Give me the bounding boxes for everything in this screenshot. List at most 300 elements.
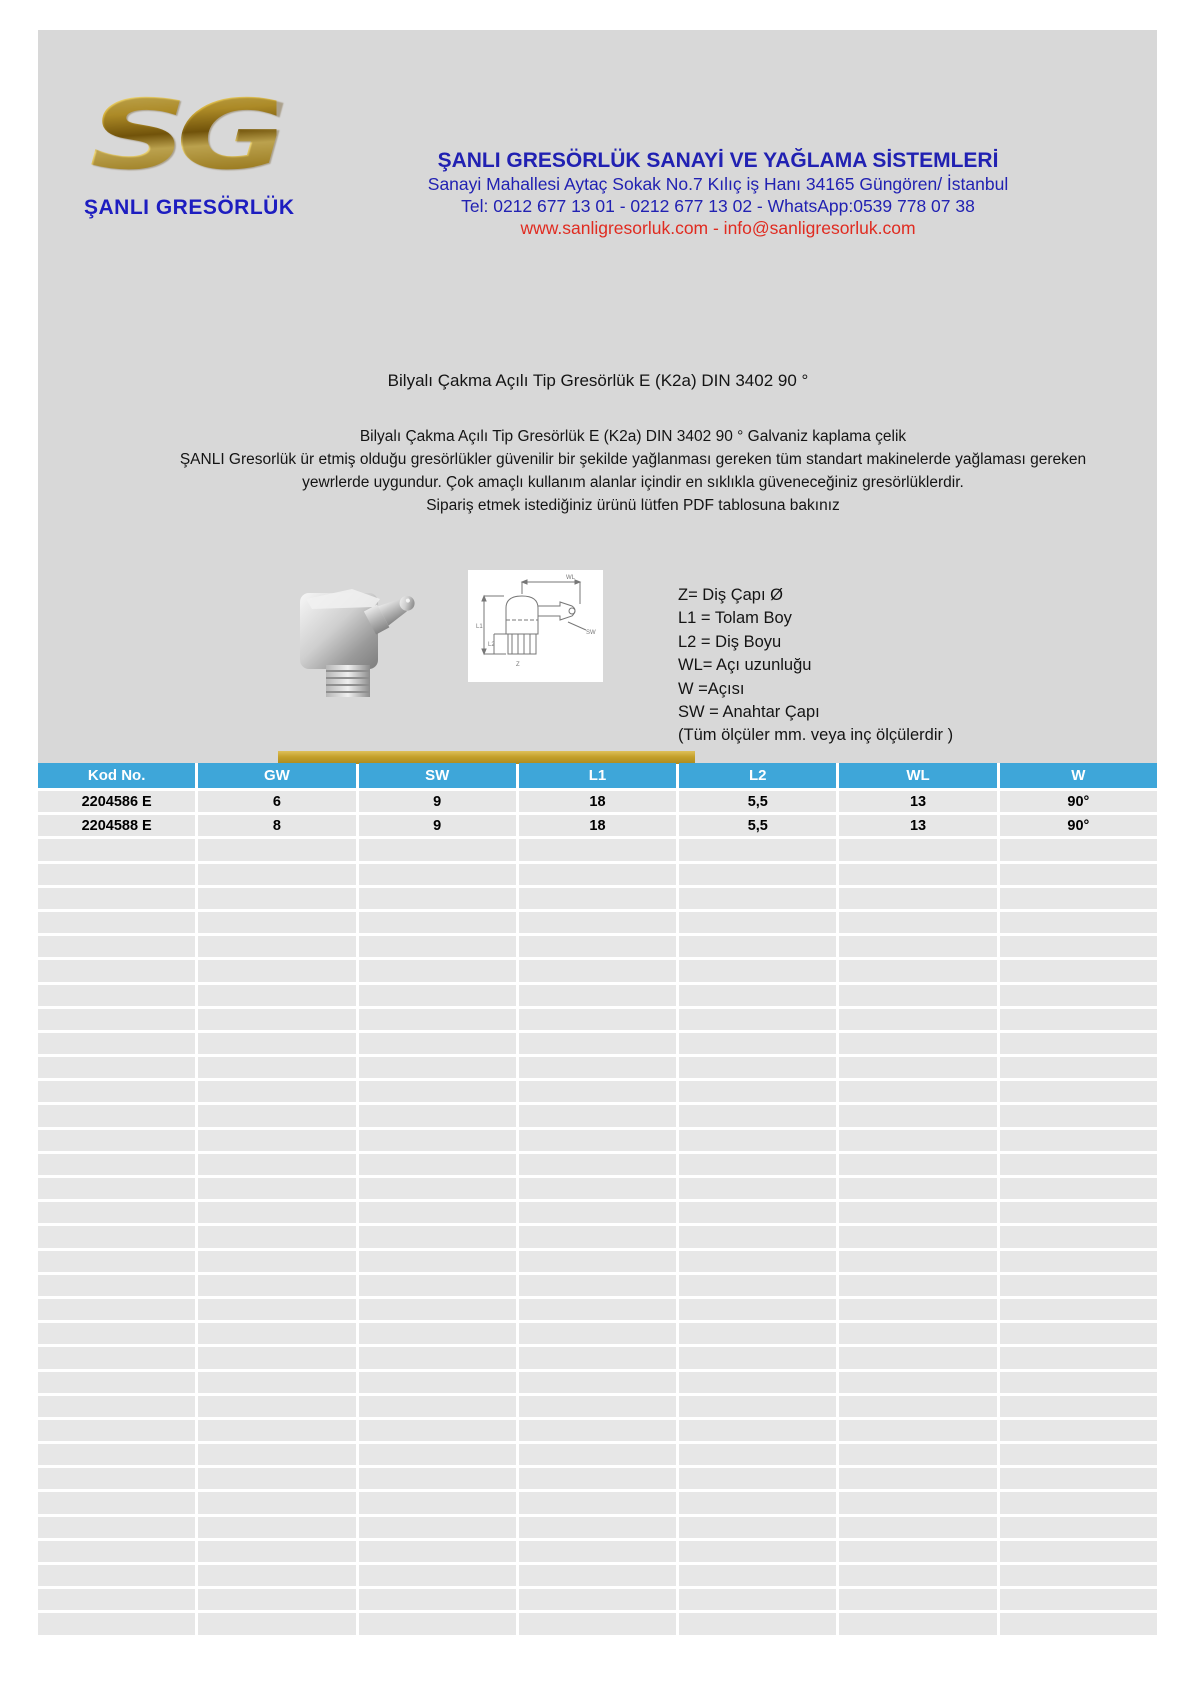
spec-table-rows: [38, 791, 1157, 1635]
empty-table-cell: [38, 839, 195, 860]
empty-table-row: [38, 1347, 1157, 1368]
empty-table-cell: [679, 1541, 836, 1562]
empty-table-cell: [1000, 1275, 1157, 1296]
empty-table-row: [38, 1130, 1157, 1151]
empty-table-cell: [38, 1154, 195, 1175]
empty-table-cell: [1000, 1251, 1157, 1272]
empty-table-row: [38, 1154, 1157, 1175]
empty-table-cell: [519, 1589, 676, 1610]
empty-table-cell: [198, 1202, 355, 1223]
empty-table-cell: [519, 864, 676, 885]
empty-table-cell: [679, 1517, 836, 1538]
empty-table-cell: [359, 1420, 516, 1441]
logo-company-name: ŞANLI GRESÖRLÜK: [84, 195, 295, 219]
svg-text:WL: WL: [566, 575, 575, 581]
content-area: [38, 30, 1157, 763]
empty-table-cell: [519, 1541, 676, 1562]
empty-table-cell: [839, 888, 996, 909]
empty-table-cell: [679, 1033, 836, 1054]
empty-table-cell: [38, 1492, 195, 1513]
empty-table-cell: [839, 1202, 996, 1223]
empty-table-cell: [839, 1081, 996, 1102]
empty-table-cell: [679, 1251, 836, 1272]
company-website-email-link[interactable]: www.sanligresorluk.com - info@sanligresorluk.com: [520, 218, 916, 238]
empty-table-row: [38, 1492, 1157, 1513]
empty-table-row: [38, 1420, 1157, 1441]
empty-table-cell: [359, 1444, 516, 1465]
empty-table-cell: [519, 1009, 676, 1030]
empty-table-cell: [38, 985, 195, 1006]
description-line: Bilyalı Çakma Açılı Tip Gresörlük E (K2a) DIN 3402 90 ° Galvaniz kaplama çelik: [359, 428, 907, 445]
empty-table-row: [38, 1081, 1157, 1102]
empty-table-cell: [38, 1178, 195, 1199]
empty-table-cell: [359, 1541, 516, 1562]
table-cell: 18: [519, 791, 676, 812]
dimension-legend: [678, 584, 953, 748]
empty-table-cell: [1000, 1081, 1157, 1102]
empty-table-cell: [679, 1299, 836, 1320]
empty-table-cell: [679, 960, 836, 981]
empty-table-cell: [679, 936, 836, 957]
empty-table-cell: [359, 1154, 516, 1175]
empty-table-cell: [839, 1251, 996, 1272]
empty-table-cell: [839, 1178, 996, 1199]
empty-table-cell: [519, 1202, 676, 1223]
svg-text:SW: SW: [586, 630, 596, 636]
empty-table-cell: [198, 1130, 355, 1151]
empty-table-cell: [38, 1396, 195, 1417]
empty-table-cell: [1000, 864, 1157, 885]
empty-table-row: [38, 1057, 1157, 1078]
company-phone: Tel: 0212 677 13 01 - 0212 677 13 02 - WhatsApp:0539 778 07 38: [461, 196, 975, 216]
empty-table-cell: [839, 1299, 996, 1320]
empty-table-row: [38, 888, 1157, 909]
empty-table-cell: [679, 1613, 836, 1634]
empty-table-row: [38, 1541, 1157, 1562]
empty-table-cell: [519, 1347, 676, 1368]
empty-table-cell: [38, 888, 195, 909]
description-line: yewrlerde uygundur. Çok amaçlı kullanım alanlar içindir en sıklıkla güveneceğiniz gresörlüklerdir.: [302, 474, 964, 491]
empty-table-cell: [359, 1396, 516, 1417]
empty-table-cell: [38, 960, 195, 981]
empty-table-cell: [38, 1613, 195, 1634]
table-cell: 18: [519, 815, 676, 836]
empty-table-cell: [359, 1275, 516, 1296]
empty-table-row: [38, 1613, 1157, 1634]
empty-table-cell: [519, 1517, 676, 1538]
empty-table-cell: [1000, 1589, 1157, 1610]
empty-table-cell: [679, 985, 836, 1006]
empty-table-cell: [38, 1009, 195, 1030]
empty-table-cell: [679, 1226, 836, 1247]
empty-table-cell: [359, 1130, 516, 1151]
empty-table-cell: [38, 1251, 195, 1272]
empty-table-cell: [519, 912, 676, 933]
legend-line: WL= Açı uzunluğu: [678, 656, 812, 675]
empty-table-cell: [198, 1492, 355, 1513]
empty-table-cell: [519, 1226, 676, 1247]
empty-table-cell: [519, 1057, 676, 1078]
empty-table-cell: [1000, 1492, 1157, 1513]
empty-table-cell: [359, 1178, 516, 1199]
empty-table-cell: [519, 1468, 676, 1489]
empty-table-cell: [519, 1033, 676, 1054]
table-cell: 13: [839, 791, 996, 812]
empty-table-cell: [1000, 1444, 1157, 1465]
empty-table-cell: [839, 1033, 996, 1054]
table-row: [38, 791, 1157, 812]
empty-table-cell: [359, 839, 516, 860]
empty-table-cell: [519, 1565, 676, 1586]
empty-table-row: [38, 1444, 1157, 1465]
legend-line: SW = Anahtar Çapı: [678, 703, 820, 722]
empty-table-cell: [679, 1468, 836, 1489]
empty-table-cell: [1000, 888, 1157, 909]
empty-table-cell: [1000, 1613, 1157, 1634]
empty-table-cell: [1000, 1009, 1157, 1030]
empty-table-cell: [839, 864, 996, 885]
empty-table-cell: [38, 1347, 195, 1368]
empty-table-cell: [38, 1081, 195, 1102]
column-header: GW: [198, 763, 355, 788]
empty-table-cell: [1000, 912, 1157, 933]
empty-table-cell: [1000, 1517, 1157, 1538]
empty-table-row: [38, 936, 1157, 957]
empty-table-row: [38, 839, 1157, 860]
empty-table-cell: [839, 1323, 996, 1344]
empty-table-cell: [679, 1589, 836, 1610]
empty-table-cell: [359, 985, 516, 1006]
empty-table-row: [38, 1396, 1157, 1417]
table-cell: 2204586 E: [38, 791, 195, 812]
empty-table-cell: [1000, 1057, 1157, 1078]
empty-table-cell: [679, 839, 836, 860]
table-cell: 5,5: [679, 791, 836, 812]
empty-table-cell: [679, 1154, 836, 1175]
empty-table-cell: [1000, 1468, 1157, 1489]
empty-table-cell: [839, 1105, 996, 1126]
empty-table-cell: [38, 1226, 195, 1247]
empty-table-cell: [839, 1226, 996, 1247]
empty-table-cell: [519, 1105, 676, 1126]
column-header: Kod No.: [38, 763, 195, 788]
empty-table-cell: [679, 1420, 836, 1441]
empty-table-cell: [359, 1613, 516, 1634]
empty-table-cell: [38, 1420, 195, 1441]
empty-table-row: [38, 912, 1157, 933]
empty-table-cell: [679, 1444, 836, 1465]
empty-table-cell: [519, 1275, 676, 1296]
empty-table-cell: [839, 1589, 996, 1610]
empty-table-cell: [1000, 1299, 1157, 1320]
empty-table-cell: [359, 912, 516, 933]
column-header: SW: [359, 763, 516, 788]
empty-table-cell: [1000, 1347, 1157, 1368]
empty-table-cell: [839, 1130, 996, 1151]
empty-table-row: [38, 864, 1157, 885]
empty-table-cell: [679, 1275, 836, 1296]
empty-table-cell: [839, 1057, 996, 1078]
empty-table-cell: [519, 1372, 676, 1393]
product-title: Bilyalı Çakma Açılı Tip Gresörlük E (K2a) DIN 3402 90 °: [387, 371, 809, 390]
empty-table-cell: [359, 1251, 516, 1272]
empty-table-cell: [519, 1154, 676, 1175]
empty-table-row: [38, 1105, 1157, 1126]
empty-table-cell: [359, 1492, 516, 1513]
empty-table-cell: [198, 936, 355, 957]
description-line: ŞANLI Gresorlük ür etmiş olduğu gresörlükler güvenilir bir şekilde yağlanması gereken tüm standart makinelerde yağlaması gereken: [179, 451, 1087, 468]
empty-table-cell: [839, 1009, 996, 1030]
svg-text:L1: L1: [476, 624, 483, 630]
empty-table-cell: [1000, 1372, 1157, 1393]
empty-table-cell: [359, 1226, 516, 1247]
empty-table-cell: [38, 1323, 195, 1344]
table-row: [38, 815, 1157, 836]
empty-table-cell: [1000, 936, 1157, 957]
empty-table-cell: [359, 888, 516, 909]
empty-table-cell: [1000, 1565, 1157, 1586]
empty-table-cell: [198, 1057, 355, 1078]
empty-table-cell: [198, 1081, 355, 1102]
empty-table-cell: [1000, 1420, 1157, 1441]
empty-table-cell: [38, 1468, 195, 1489]
empty-table-cell: [519, 985, 676, 1006]
empty-table-row: [38, 1299, 1157, 1320]
empty-table-cell: [839, 1372, 996, 1393]
empty-table-cell: [38, 1130, 195, 1151]
empty-table-cell: [679, 1130, 836, 1151]
empty-table-cell: [1000, 1541, 1157, 1562]
empty-table-cell: [679, 1492, 836, 1513]
empty-table-cell: [38, 1517, 195, 1538]
empty-table-cell: [1000, 1154, 1157, 1175]
empty-table-cell: [519, 1251, 676, 1272]
empty-table-cell: [519, 1420, 676, 1441]
empty-table-row: [38, 1323, 1157, 1344]
empty-table-cell: [679, 1323, 836, 1344]
product-description: [38, 425, 1190, 517]
empty-table-cell: [38, 864, 195, 885]
empty-table-cell: [1000, 1033, 1157, 1054]
legend-line: Z= Diş Çapı Ø: [678, 586, 783, 604]
empty-table-cell: [519, 1492, 676, 1513]
table-cell: 2204588 E: [38, 815, 195, 836]
column-header: L2: [679, 763, 836, 788]
empty-table-cell: [198, 960, 355, 981]
empty-table-cell: [679, 1009, 836, 1030]
empty-table-cell: [519, 839, 676, 860]
product-photo: [286, 553, 438, 711]
empty-table-row: [38, 1517, 1157, 1538]
empty-table-cell: [839, 1420, 996, 1441]
empty-table-cell: [359, 1057, 516, 1078]
empty-table-cell: [198, 1565, 355, 1586]
empty-table-cell: [359, 1468, 516, 1489]
empty-table-row: [38, 1178, 1157, 1199]
empty-table-cell: [38, 1299, 195, 1320]
empty-table-row: [38, 1468, 1157, 1489]
empty-table-cell: [679, 1565, 836, 1586]
empty-table-cell: [839, 912, 996, 933]
empty-table-cell: [198, 1299, 355, 1320]
empty-table-cell: [519, 1081, 676, 1102]
empty-table-row: [38, 985, 1157, 1006]
empty-table-cell: [198, 1517, 355, 1538]
empty-table-cell: [359, 936, 516, 957]
empty-table-cell: [679, 1057, 836, 1078]
empty-table-cell: [519, 888, 676, 909]
legend-line: W =Açısı: [678, 679, 745, 698]
empty-table-cell: [679, 912, 836, 933]
empty-table-cell: [359, 1299, 516, 1320]
empty-table-cell: [519, 1299, 676, 1320]
empty-table-cell: [38, 1057, 195, 1078]
empty-table-cell: [519, 960, 676, 981]
empty-table-cell: [359, 1517, 516, 1538]
empty-table-cell: [1000, 839, 1157, 860]
empty-table-cell: [38, 1033, 195, 1054]
empty-table-cell: [198, 912, 355, 933]
empty-table-cell: [519, 1178, 676, 1199]
empty-table-cell: [198, 1226, 355, 1247]
empty-table-cell: [359, 1105, 516, 1126]
empty-table-cell: [198, 1154, 355, 1175]
column-header: WL: [839, 763, 996, 788]
empty-table-cell: [359, 1009, 516, 1030]
empty-table-cell: [198, 1347, 355, 1368]
empty-table-cell: [359, 1323, 516, 1344]
empty-table-cell: [1000, 1396, 1157, 1417]
empty-table-cell: [1000, 1105, 1157, 1126]
empty-table-cell: [519, 1130, 676, 1151]
empty-table-cell: [198, 1251, 355, 1272]
empty-table-row: [38, 1275, 1157, 1296]
description-line: Sipariş etmek istediğiniz ürünü lütfen PDF tablosuna bakınız: [426, 497, 840, 514]
empty-table-cell: [1000, 1226, 1157, 1247]
empty-table-cell: [839, 1275, 996, 1296]
empty-table-cell: [38, 912, 195, 933]
table-cell: 6: [198, 791, 355, 812]
empty-table-cell: [359, 864, 516, 885]
empty-table-cell: [359, 1202, 516, 1223]
empty-table-row: [38, 1565, 1157, 1586]
empty-table-cell: [198, 1468, 355, 1489]
empty-table-cell: [1000, 1202, 1157, 1223]
empty-table-row: [38, 1589, 1157, 1610]
empty-table-row: [38, 1251, 1157, 1272]
empty-table-cell: [839, 960, 996, 981]
empty-table-row: [38, 1033, 1157, 1054]
empty-table-cell: [359, 1589, 516, 1610]
empty-table-cell: [839, 839, 996, 860]
empty-table-cell: [679, 1178, 836, 1199]
table-cell: 9: [359, 791, 516, 812]
table-cell: 9: [359, 815, 516, 836]
empty-table-cell: [198, 1178, 355, 1199]
empty-table-cell: [839, 1517, 996, 1538]
empty-table-cell: [198, 1613, 355, 1634]
empty-table-cell: [198, 839, 355, 860]
svg-text:L2: L2: [488, 642, 495, 648]
empty-table-cell: [198, 1396, 355, 1417]
empty-table-cell: [198, 1105, 355, 1126]
empty-table-cell: [198, 1589, 355, 1610]
empty-table-cell: [198, 1323, 355, 1344]
empty-table-cell: [38, 1565, 195, 1586]
empty-table-cell: [679, 1105, 836, 1126]
empty-table-cell: [1000, 960, 1157, 981]
empty-table-cell: [839, 1468, 996, 1489]
empty-table-cell: [679, 1081, 836, 1102]
empty-table-cell: [839, 1492, 996, 1513]
company-address: Sanayi Mahallesi Aytaç Sokak No.7 Kılıç iş Hanı 34165 Güngören/ İstanbul: [427, 174, 1009, 194]
empty-table-cell: [198, 985, 355, 1006]
empty-table-cell: [679, 1372, 836, 1393]
empty-table-cell: [198, 864, 355, 885]
empty-table-cell: [38, 1444, 195, 1465]
logo-sg-monogram: SG: [58, 82, 277, 190]
empty-table-cell: [519, 1613, 676, 1634]
empty-table-cell: [839, 936, 996, 957]
empty-table-cell: [38, 1275, 195, 1296]
empty-table-cell: [839, 1444, 996, 1465]
empty-table-cell: [519, 1444, 676, 1465]
table-cell: 8: [198, 815, 355, 836]
empty-table-cell: [839, 1541, 996, 1562]
empty-table-cell: [839, 1613, 996, 1634]
empty-table-cell: [359, 1081, 516, 1102]
empty-table-row: [38, 960, 1157, 981]
svg-text:Z: Z: [516, 662, 520, 668]
empty-table-cell: [38, 936, 195, 957]
legend-line: L2 = Diş Boyu: [678, 632, 782, 651]
letterhead: [378, 148, 1058, 239]
empty-table-cell: [519, 1396, 676, 1417]
empty-table-cell: [1000, 1130, 1157, 1151]
legend-line: (Tüm ölçüler mm. veya inç ölçülerdir ): [678, 726, 954, 745]
empty-table-cell: [1000, 1178, 1157, 1199]
company-title: ŞANLI GRESÖRLÜK SANAYİ VE YAĞLAMA SİSTEMLERİ: [437, 149, 999, 172]
empty-table-cell: [198, 888, 355, 909]
empty-table-cell: [519, 936, 676, 957]
legend-line: L1 = Tolam Boy: [678, 609, 792, 628]
empty-table-cell: [359, 1033, 516, 1054]
column-header: W: [1000, 763, 1157, 788]
empty-table-cell: [198, 1275, 355, 1296]
table-cell: 5,5: [679, 815, 836, 836]
spec-table-header: [38, 763, 1157, 788]
empty-table-cell: [38, 1589, 195, 1610]
empty-table-cell: [359, 1347, 516, 1368]
empty-table-cell: [839, 1396, 996, 1417]
empty-table-cell: [679, 864, 836, 885]
spec-table: [38, 763, 1157, 1638]
empty-table-row: [38, 1202, 1157, 1223]
empty-table-cell: [198, 1372, 355, 1393]
empty-table-cell: [1000, 985, 1157, 1006]
empty-table-cell: [38, 1105, 195, 1126]
empty-table-cell: [839, 985, 996, 1006]
empty-table-cell: [38, 1372, 195, 1393]
empty-table-cell: [839, 1154, 996, 1175]
empty-table-cell: [359, 1565, 516, 1586]
empty-table-cell: [198, 1420, 355, 1441]
technical-drawing-image: [468, 570, 603, 682]
empty-table-cell: [679, 1347, 836, 1368]
table-cell: 90°: [1000, 815, 1157, 836]
empty-table-cell: [38, 1541, 195, 1562]
empty-table-cell: [679, 888, 836, 909]
